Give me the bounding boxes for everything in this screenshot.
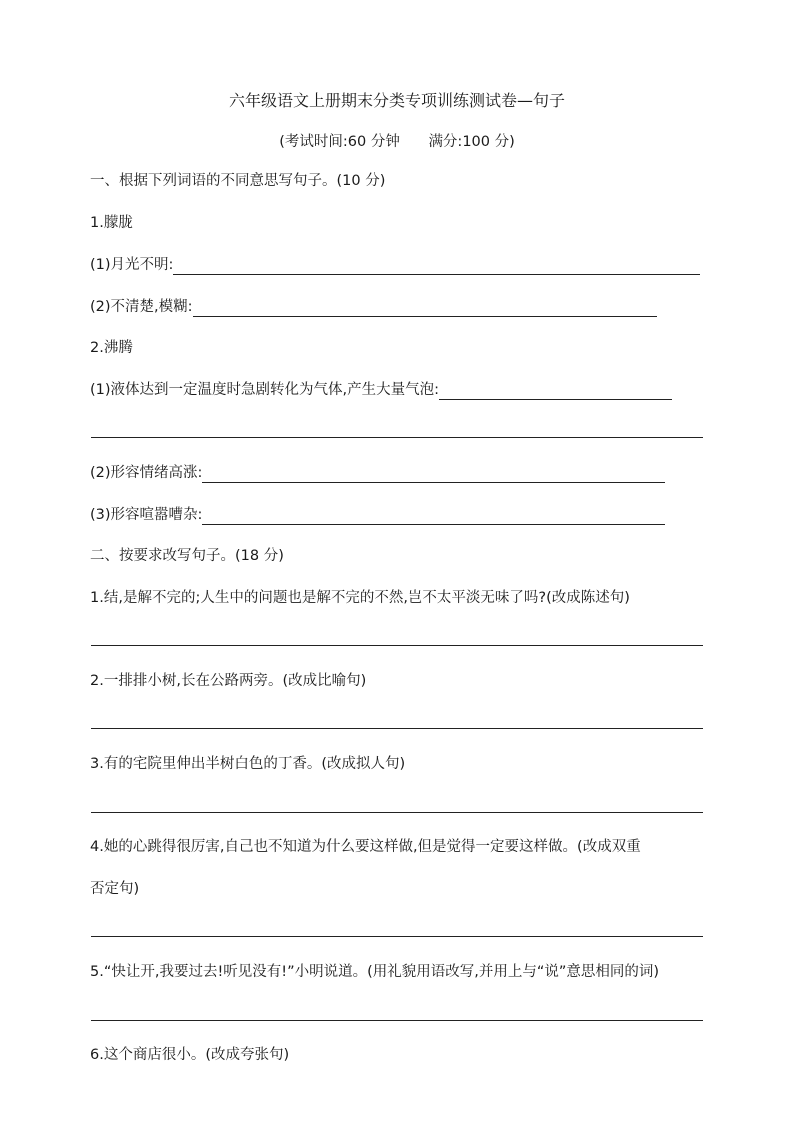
w2-q1-prompt: (1)液体达到一定温度时急剧转化为气体,产生大量气泡: bbox=[90, 382, 440, 398]
s2-q1-answer-line[interactable] bbox=[91, 645, 703, 646]
exam-title: 六年级语文上册期末分类专项训练测试卷—句子 bbox=[228, 91, 565, 110]
w2-q1-answer-line-2[interactable] bbox=[91, 437, 703, 438]
s2-q3: 3.有的宅院里伸出半树白色的丁香。(改成拟人句) bbox=[90, 756, 406, 772]
s2-q4-line1: 4.她的心跳得很厉害,自己也不知道为什么要这样做,但是觉得一定要这样做。(改成双重 bbox=[90, 839, 641, 855]
w2-q2-answer-line[interactable] bbox=[202, 464, 665, 483]
w2-q3-answer-line[interactable] bbox=[202, 506, 665, 525]
s2-q5-answer-line[interactable] bbox=[91, 1020, 703, 1021]
w2-q3-prompt: (3)形容喧嚣嘈杂: bbox=[90, 507, 203, 523]
w1-q2-prompt: (2)不清楚,模糊: bbox=[90, 299, 193, 315]
section1-heading: 一、根据下列词语的不同意思写句子。(10 分) bbox=[90, 173, 386, 189]
section2-heading: 二、按要求改写句子。(18 分) bbox=[90, 548, 284, 564]
s2-q4-answer-line[interactable] bbox=[91, 936, 703, 937]
word2-label: 2.沸腾 bbox=[90, 340, 133, 356]
w2-q1 bbox=[90, 380, 672, 400]
exam-time: (考试时间:60 分钟 bbox=[279, 134, 400, 150]
w2-q1-answer-line[interactable] bbox=[439, 381, 672, 400]
w1-q1-answer-line[interactable] bbox=[173, 256, 700, 275]
exam-score: 满分:100 分) bbox=[428, 134, 515, 150]
s2-q5: 5.“快让开,我要过去!听见没有!”小明说道。(用礼貌用语改写,并用上与“说”意思相同的词) bbox=[90, 964, 660, 980]
w1-q2-answer-line[interactable] bbox=[193, 298, 657, 317]
s2-q1: 1.结,是解不完的;人生中的问题也是解不完的不然,岂不太平淡无味了吗?(改成陈述句) bbox=[90, 590, 630, 606]
w1-q1-prompt: (1)月光不明: bbox=[90, 257, 174, 273]
s2-q2: 2.一排排小树,长在公路两旁。(改成比喻句) bbox=[90, 673, 367, 689]
exam-info bbox=[0, 130, 794, 151]
s2-q4-line2: 否定句) bbox=[90, 881, 140, 897]
s2-q2-answer-line[interactable] bbox=[91, 728, 703, 729]
w1-q1 bbox=[90, 255, 700, 275]
w2-q2 bbox=[90, 463, 665, 483]
word1-label: 1.朦胧 bbox=[90, 215, 133, 231]
w2-q3 bbox=[90, 505, 665, 525]
w1-q2 bbox=[90, 297, 657, 317]
w2-q2-prompt: (2)形容情绪高涨: bbox=[90, 465, 203, 481]
s2-q6: 6.这个商店很小。(改成夸张句) bbox=[90, 1047, 290, 1063]
s2-q3-answer-line[interactable] bbox=[91, 812, 703, 813]
